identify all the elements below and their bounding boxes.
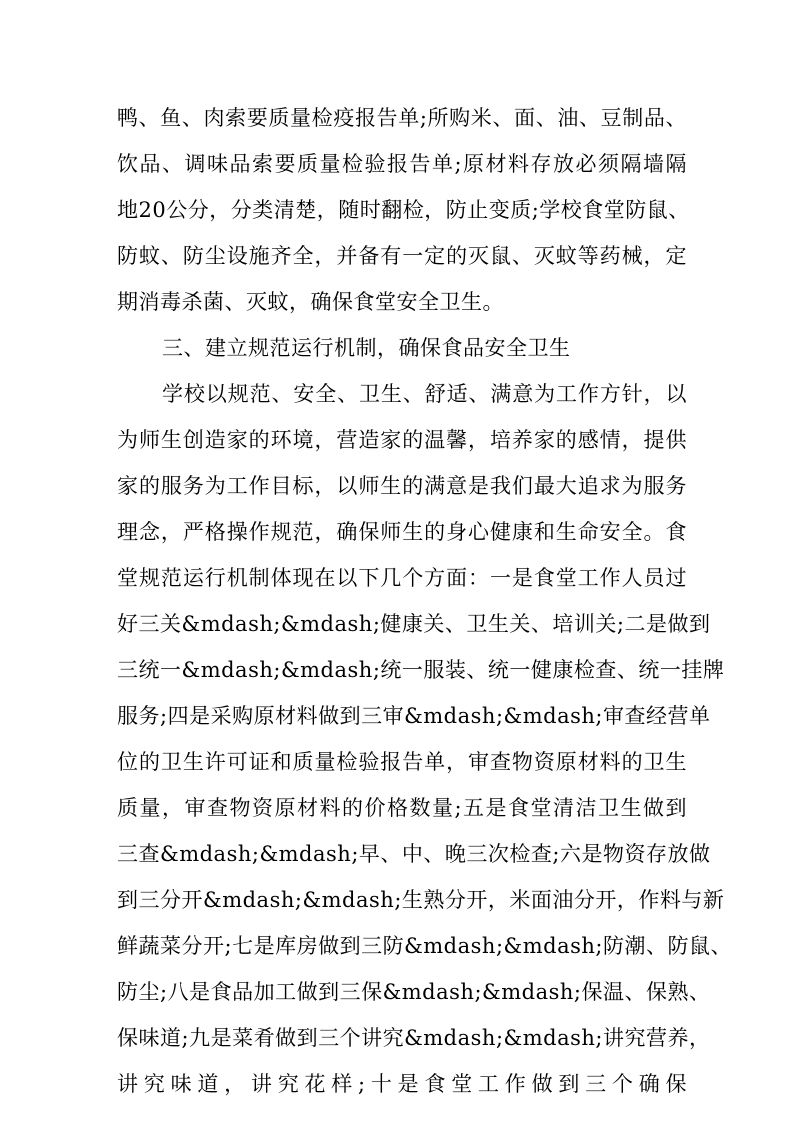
text-line: 位的卫生许可证和质量检验报告单，审查物资原材料的卫生	[117, 750, 687, 774]
text-line: 期消毒杀菌、灭蚊，确保食堂安全卫生。	[117, 290, 504, 314]
text-line: 地20公分，分类清楚，随时翻检，防止变质;学校食堂防鼠、	[117, 198, 690, 222]
text-line: 质量，审查物资原材料的价格数量;五是食堂清洁卫生做到	[117, 796, 687, 820]
text-line: 为师生创造家的环境，营造家的温馨，培养家的感情，提供	[117, 428, 687, 452]
text-line: 三查&mdash;&mdash;早、中、晚三次检查;六是物资存放做	[117, 842, 711, 866]
text-line: 鲜蔬菜分开;七是库房做到三防&mdash;&mdash;防潮、防鼠、	[117, 934, 732, 958]
text-line: 堂规范运行机制体现在以下几个方面：一是食堂工作人员过	[117, 566, 687, 590]
text-line: 讲究味道，讲究花样;十是食堂工作做到三个确保	[117, 1072, 687, 1096]
text-line: 防蚊、防尘设施齐全，并备有一定的灭鼠、灭蚊等药械，定	[117, 244, 687, 268]
text-line: 饮品、调味品索要质量检验报告单;原材料存放必须隔墙隔	[117, 152, 687, 176]
text-line: 三统一&mdash;&mdash;统一服装、统一健康检查、统一挂牌	[117, 658, 725, 682]
text-line: 服务;四是采购原材料做到三审&mdash;&mdash;审查经营单	[117, 704, 711, 728]
text-line: 到三分开&mdash;&mdash;生熟分开，米面油分开，作料与新	[117, 888, 725, 912]
text-line: 学校以规范、安全、卫生、舒适、满意为工作方针，以	[162, 382, 687, 406]
text-line: 理念，严格操作规范，确保师生的身心健康和生命安全。食	[117, 520, 687, 544]
text-line: 防尘;八是食品加工做到三保&mdash;&mdash;保温、保熟、	[117, 980, 711, 1004]
section-heading: 三、建立规范运行机制，确保食品安全卫生	[162, 336, 571, 360]
text-line: 保味道;九是菜肴做到三个讲究&mdash;&mdash;讲究营养，	[117, 1026, 711, 1050]
text-line: 好三关&mdash;&mdash;健康关、卫生关、培训关;二是做到	[117, 612, 711, 636]
text-line: 鸭、鱼、肉索要质量检疫报告单;所购米、面、油、豆制品、	[117, 106, 687, 130]
text-line: 家的服务为工作目标，以师生的满意是我们最大追求为服务	[117, 474, 687, 498]
